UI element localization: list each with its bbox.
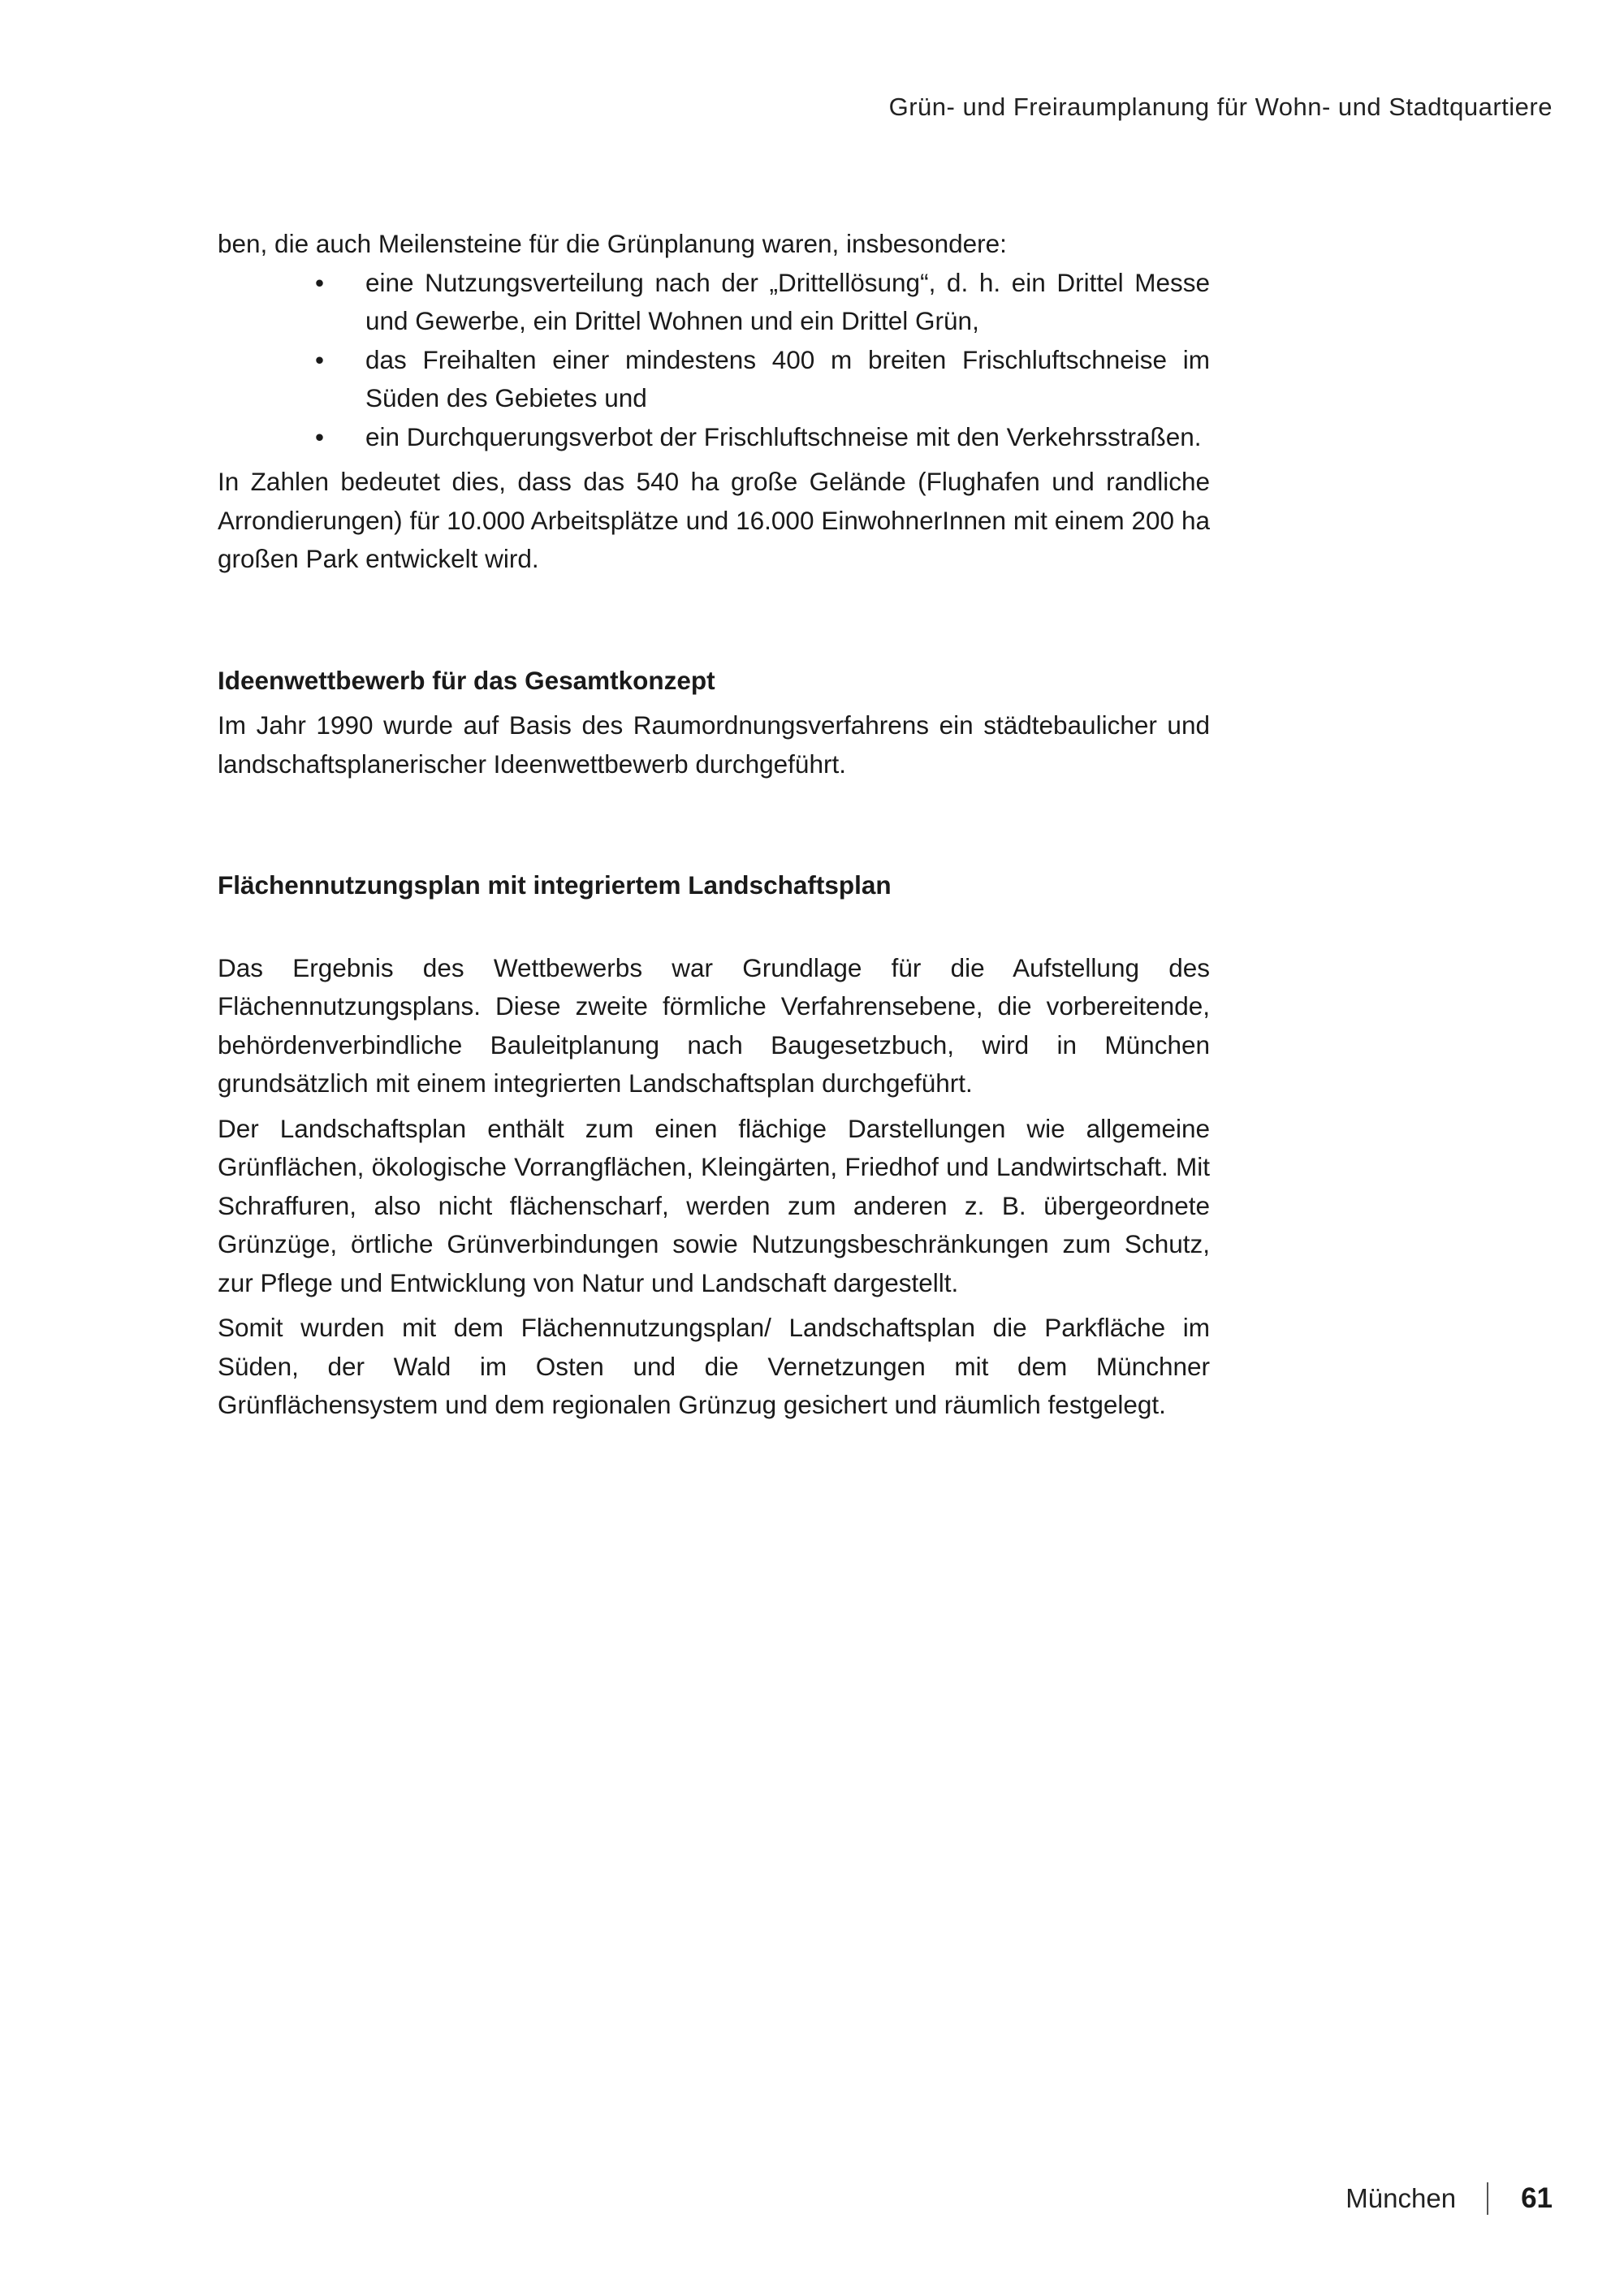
ideenwettbewerb-paragraph: Im Jahr 1990 wurde auf Basis des Raumordnungsverfahrens ein städtebaulicher und landschaftsplanerischer Ideenwettbewerb durchgeführt. [218,710,1210,779]
page-body [218,225,1210,1425]
section-heading-flaechennutzungsplan: Flächennutzungsplan mit integriertem Landschaftsplan [218,870,892,900]
list-item-text: ein Durchquerungsverbot der Frischluftschneise mit den Verkehrsstraßen. [365,421,1202,451]
bullet-icon: • [315,267,325,297]
list-item-text: eine Nutzungsverteilung nach der „Drittellösung“, d. h. ein Drittel Messe und Gewerbe, ein Drittel Wohnen und ein Drittel Grün, [365,267,1210,335]
page-number: 61 [1521,2182,1553,2214]
list-item [218,341,1210,418]
landschaftsplan-paragraph: Der Landschaftsplan enthält zum einen flächige Darstellungen wie allgemeine Grünflächen, ökologische Vorrangflächen, Kleingärten, Friedhof und Landwirtschaft. Mit Schraffuren, also nicht flächenscharf, werden zum anderen z. B. übergeordnete Grünzüge, örtliche Grünverbindungen sowie Nutzungsbeschränkungen zum Schutz, zur Pflege und Entwicklung von Natur und Landschaft dargestellt. [218,1113,1210,1297]
conclusion-paragraph: Somit wurden mit dem Flächennutzungsplan/ Landschaftsplan die Parkfläche im Süden, der Wald im Osten und die Vernetzungen mit dem Münchner Grünflächensystem und dem regionalen Grünzug gesichert und räumlich festgelegt. [218,1313,1210,1419]
flaechennutzungsplan-paragraph: Das Ergebnis des Wettbewerbs war Grundlage für die Aufstellung des Flächennutzungsplans. Diese zweite förmliche Verfahrensebene, die vorbereitende, behördenverbindliche Bauleitplanung nach Baugesetzbuch, wird in München grundsätzlich mit einem integrierten Landschaftsplan durchgeführt. [218,952,1210,1098]
section-heading-ideenwettbewerb: Ideenwettbewerb für das Gesamtkonzept [218,665,715,695]
list-item [218,418,1210,457]
bullet-icon: • [315,421,325,451]
bullet-list [218,264,1210,457]
running-header: Grün- und Freiraumplanung für Wohn- und Stadtquartiere [888,93,1553,121]
page-footer [1345,2182,1553,2215]
footer-city: München [1345,2183,1457,2213]
list-item [218,264,1210,341]
footer-divider [1487,2182,1488,2215]
bullet-icon: • [315,344,325,374]
intro-paragraph: ben, die auch Meilensteine für die Grünplanung waren, insbesondere: [218,229,1007,258]
numbers-paragraph: In Zahlen bedeutet dies, dass das 540 ha große Gelände (Flughafen und randliche Arrondierungen) für 10.000 Arbeitsplätze und 16.000 EinwohnerInnen mit einem 200 ha großen Park entwickelt wird. [218,467,1210,573]
list-item-text: das Freihalten einer mindestens 400 m breiten Frischluftschneise im Süden des Gebietes und [365,344,1210,412]
